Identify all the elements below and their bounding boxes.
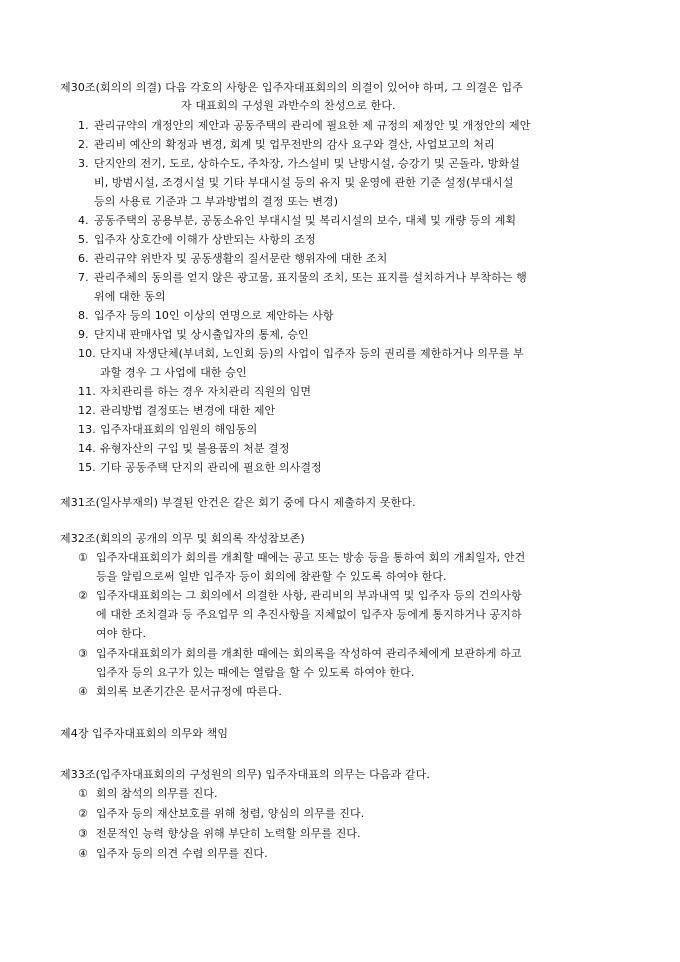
list-item-cont: 에 대한 조치결과 등 주요업무 의 추진사항을 지체없이 입주자 등에게 통지하거나 공지하 (96, 608, 522, 621)
list-item: 입주자 등의 의견 수렴 의무를 진다. (96, 847, 268, 860)
list-number: 13. (78, 423, 96, 436)
list-item: 입주자대표회의는 그 회의에서 의결한 사항, 관리비의 부과내역 및 입주자 등의 건의사항 (96, 589, 522, 602)
list-item: 입주자대표회의 임원의 해임동의 (100, 423, 258, 436)
list-item: 입주자 상호간에 이해가 상반되는 사항의 조정 (94, 233, 316, 246)
list-item: 자치관리를 하는 경우 자치관리 직원의 임면 (100, 385, 312, 398)
list-item: 입주자 등의 10인 이상의 연명으로 제안하는 사항 (94, 309, 334, 322)
list-number: 1. (78, 119, 89, 132)
list-number: 3. (78, 157, 89, 170)
list-item: 관리규약 위반자 및 공동생활의 질서문란 행위자에 대한 조치 (94, 252, 388, 265)
list-item-cont: 등을 알림으로써 일반 입주자 등이 회의에 참관할 수 있도록 하여야 한다. (96, 570, 447, 583)
list-number: ① (78, 787, 88, 800)
list-item: 공동주택의 공용부분, 공동소유인 부대시설 및 복리시설의 보수, 대체 및 개량 등의 계획 (94, 214, 517, 227)
list-item: 관리주체의 동의를 얻지 않은 광고물, 표지물의 조치, 또는 표지를 설치하거나 부착하는 행 (94, 271, 527, 284)
list-item: 입주자대표회의가 회의를 개최할 때에는 공고 또는 방송 등을 통하여 회의 개최일자, 안건 (96, 551, 526, 564)
list-item: 입주자대표회의가 회의를 개최한 때에는 회의록을 작성하여 관리주체에게 보관하게 하고 (96, 647, 522, 660)
list-number: 2. (78, 138, 89, 151)
list-number: ④ (78, 685, 88, 698)
list-item-cont: 여야 한다. (96, 627, 147, 640)
list-item: 관리규약의 개정안의 제안과 공동주택의 관리에 필요한 제 규정의 제정안 및 개정안의 제안 (94, 119, 531, 132)
list-item: 기타 공동주택 단지의 관리에 필요한 의사결정 (100, 461, 322, 474)
list-number: 7. (78, 271, 89, 284)
list-number: 12. (78, 404, 96, 417)
list-number: ③ (78, 647, 88, 660)
list-item: 회의록 보존기간은 문서규정에 따른다. (96, 685, 283, 698)
article-31-heading: 제31조(일사부재의) 부결된 안건은 같은 회기 중에 다시 제출하지 못한다. (60, 496, 416, 509)
list-number: 9. (78, 328, 89, 341)
list-number: ③ (78, 827, 88, 840)
list-number: ① (78, 551, 88, 564)
article-32-heading: 제32조(회의의 공개의 의무 및 회의록 작성참보존) (60, 532, 305, 545)
list-number: ② (78, 589, 88, 602)
list-item-cont: 비, 방범시설, 조경시설 및 기타 부대시설 등의 유지 및 운영에 관한 기준 설정(부대시설 (94, 176, 514, 189)
list-item: 회의 참석의 의무를 진다. (96, 787, 218, 800)
list-item: 유형자산의 구입 및 불용품의 처분 결정 (100, 442, 290, 455)
list-number: 4. (78, 214, 89, 227)
list-number: 10. (78, 347, 96, 360)
list-item: 입주자 등의 재산보호를 위해 청렴, 양심의 의무를 진다. (96, 807, 365, 820)
list-item-cont: 입주자 등의 요구가 있는 때에는 열람을 할 수 있도록 하여야 한다. (96, 666, 415, 679)
article-30-heading-cont: 자 대표회의 구성원 과반수의 찬성으로 한다. (181, 99, 396, 112)
list-number: 8. (78, 309, 89, 322)
list-item: 단지안의 전기, 도로, 상하수도, 주차장, 가스설비 및 난방시설, 승강기 및 곤돌라, 방화설 (94, 157, 520, 170)
list-number: 5. (78, 233, 89, 246)
list-item-cont: 과할 경우 그 사업에 대한 승인 (100, 366, 247, 379)
list-item-cont: 등의 사용료 기준과 그 부과방법의 결정 또는 변경) (94, 195, 339, 208)
list-number: 11. (78, 385, 96, 398)
article-33-heading: 제33조(입주자대표회의의 구성원의 의무) 입주자대표의 의무는 다음과 같다. (60, 768, 430, 781)
list-number: ④ (78, 847, 88, 860)
list-item: 관리비 예산의 확정과 변경, 회계 및 업무전반의 감사 요구와 결산, 사업보고의 처리 (94, 138, 495, 151)
list-item: 관리방법 결정또는 변경에 대한 제안 (100, 404, 276, 417)
list-number: 15. (78, 461, 96, 474)
list-item: 단지내 판매사업 및 상시출입자의 통제, 승인 (94, 328, 309, 341)
chapter-4-title: 제4장 입주자대표회의 의무와 책임 (60, 727, 229, 740)
list-item-cont: 위에 대한 동의 (94, 290, 166, 303)
list-item: 단지내 자생단체(부녀회, 노인회 등)의 사업이 입주자 등의 권리를 제한하거나 의무를 부 (100, 347, 524, 360)
list-number: 14. (78, 442, 96, 455)
list-number: 6. (78, 252, 89, 265)
article-30-heading: 제30조(회의의 의결) 다음 각호의 사항은 입주자대표회의의 의결이 있어야 하며, 그 의결은 입주 (60, 81, 523, 94)
list-number: ② (78, 807, 88, 820)
list-item: 전문적인 능력 향상을 위해 부단히 노력할 의무를 진다. (96, 827, 361, 840)
